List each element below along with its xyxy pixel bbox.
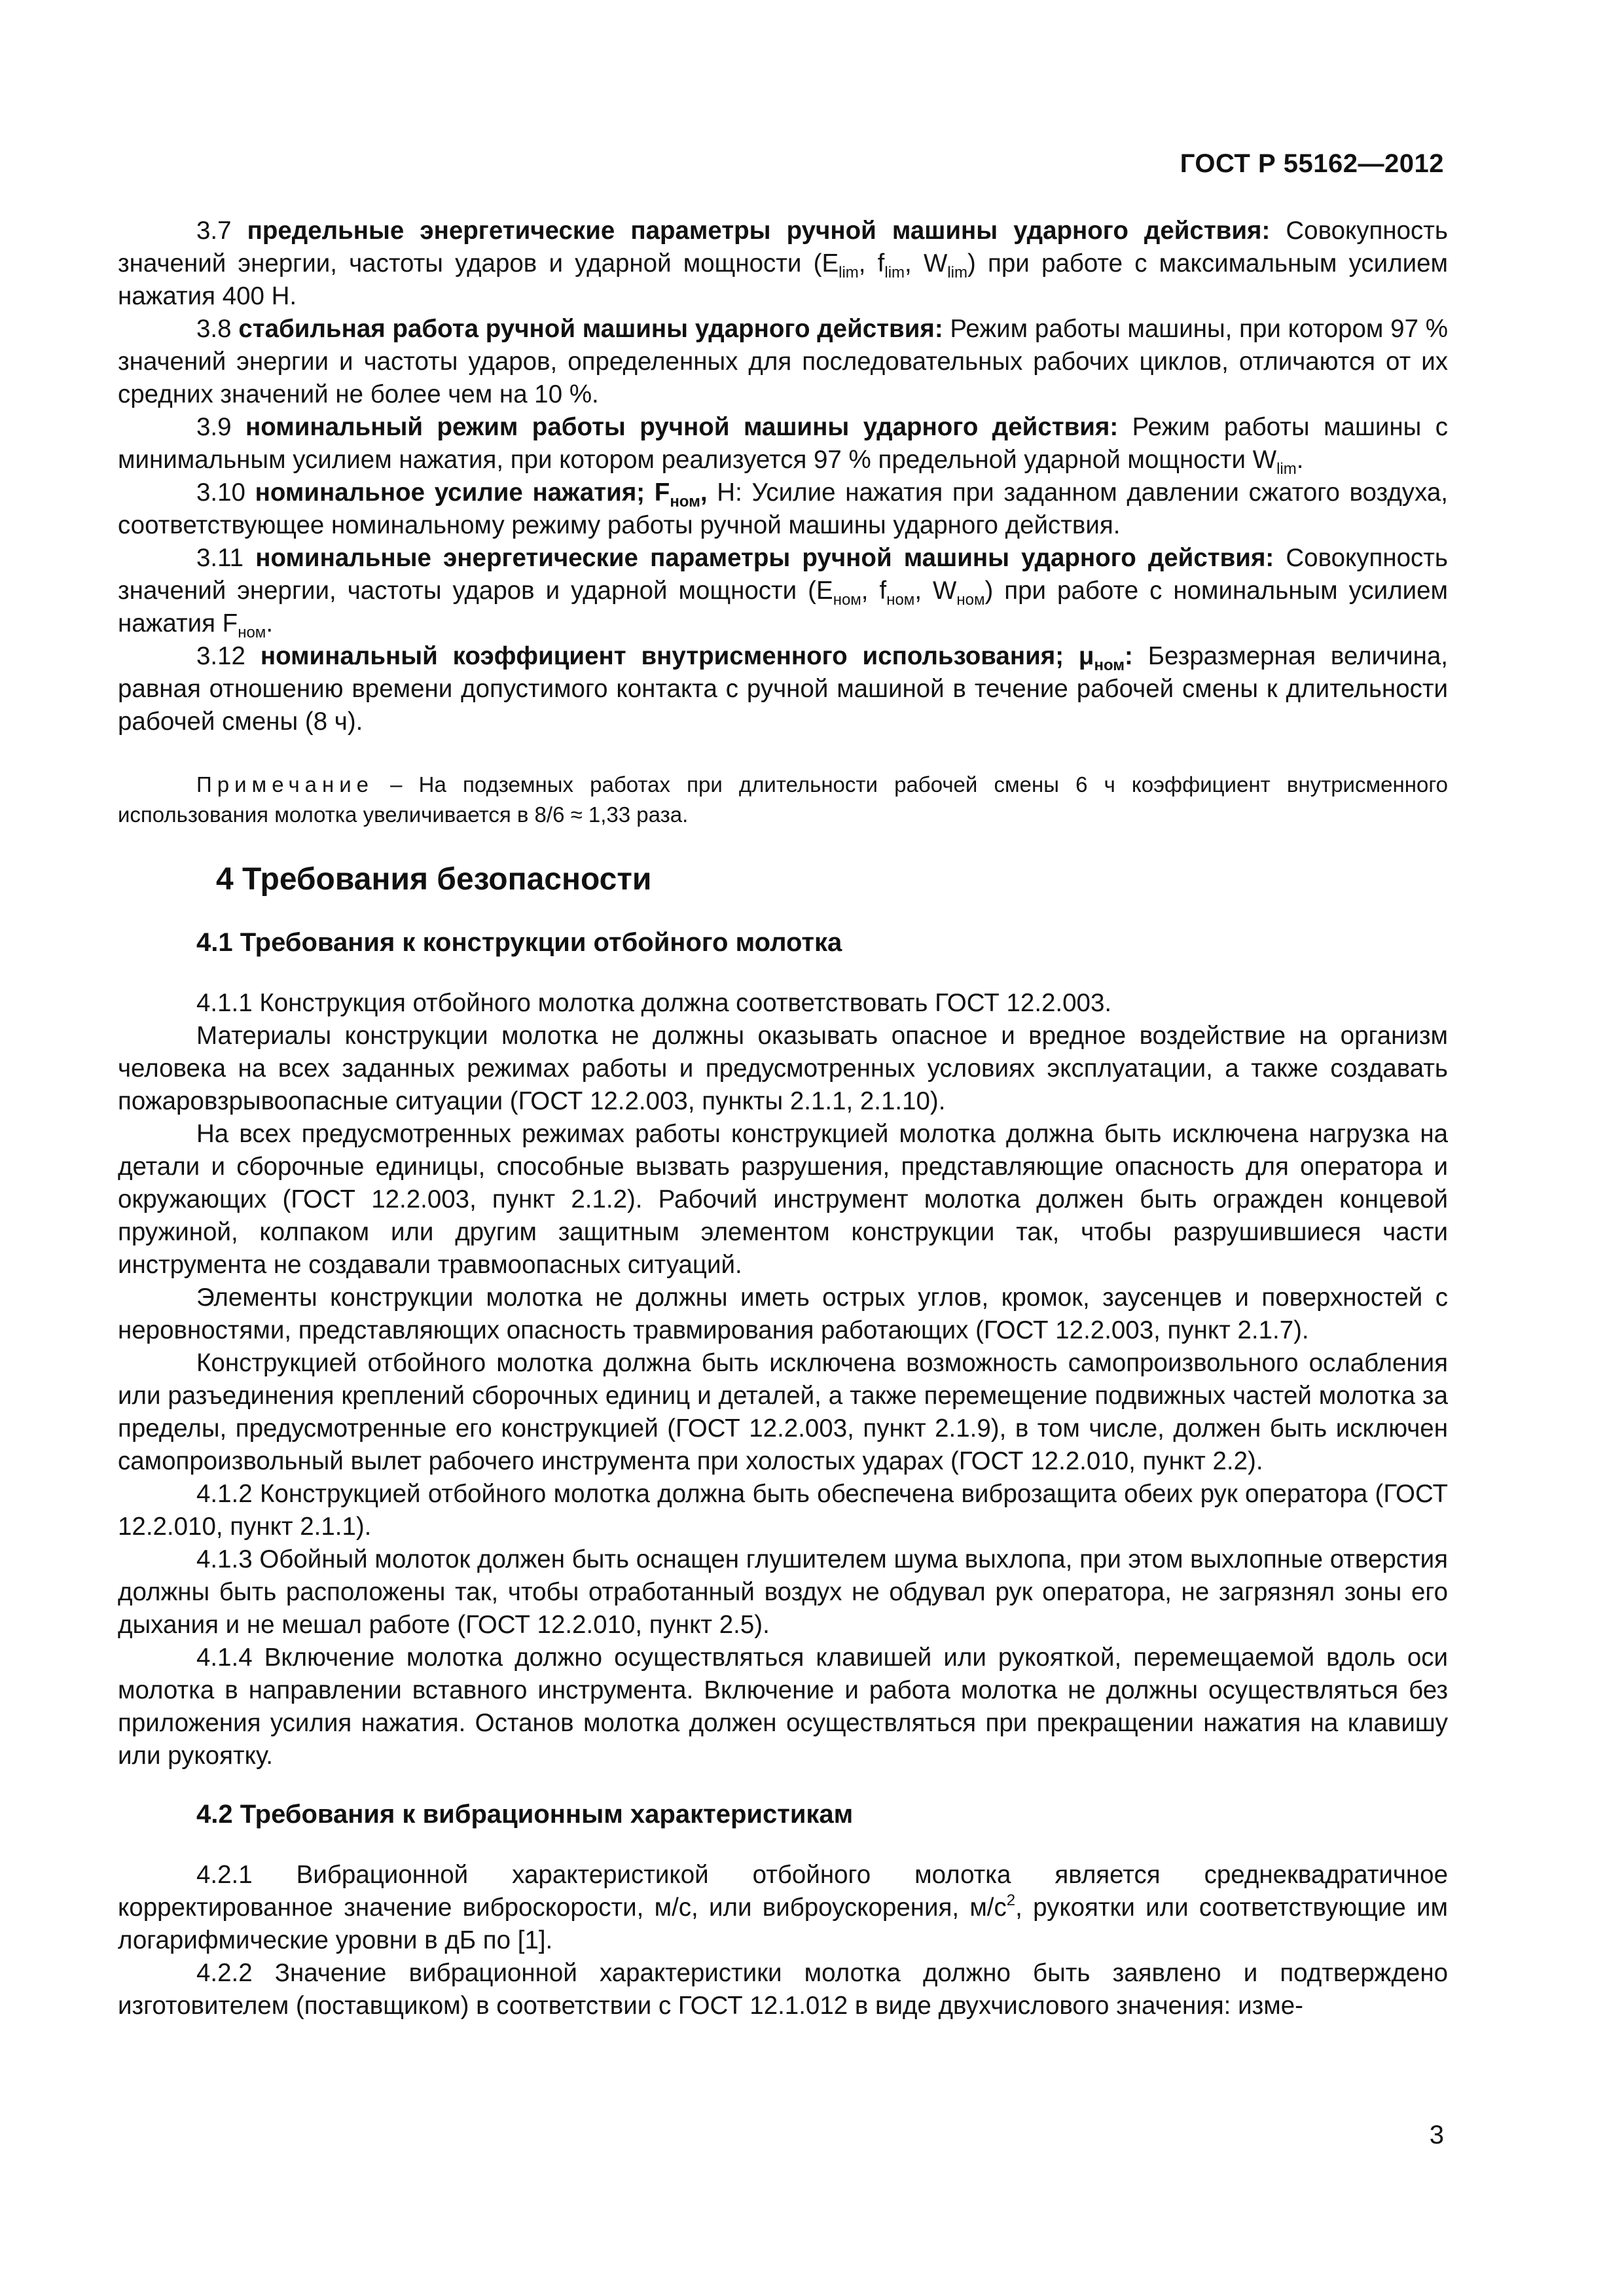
- definition-3-8: 3.8 стабильная работа ручной машины ударного действия: Режим работы машины, при котором 97 % значений энергии и частоты ударов, определенных для последовательных рабочих циклов, отличаются от их средних значений не более чем на 10 %.: [118, 315, 1449, 408]
- definition-3-7: 3.7 предельные энергетические параметры ручной машины ударного действия: Совокупность значений энергии, частоты ударов и ударной мощности ($E_{lim}$, $f_{lim}$, $W_{lim}$) при работе с максимальным усилием нажатия 400 Н.: [118, 217, 1449, 310]
- paragraph: 4.2.1 Вибрационной характеристикой отбойного молотка является среднеквадратичное корректированное значение виброскорости, м/с, или виброускорения, $м/с^2$, рукоятки или соответствующие им логарифмические уровни в дБ по [1].: [118, 1861, 1448, 1954]
- definition-term: стабильная работа ручной машины ударного действия:: [238, 315, 943, 343]
- paragraph: 4.2.2 Значение вибрационной характеристики молотка должно быть заявлено и подтверждено изготовителем (поставщиком) в соответствии с ГОСТ 12.1.012 в виде двухчислового значения: изме-: [118, 1959, 1448, 2020]
- document-header-id: ГОСТ Р 55162—2012: [1180, 149, 1444, 178]
- definition-term: предельные энергетические параметры ручной машины ударного действия:: [247, 217, 1271, 245]
- subsection-4-2-title: 4.2 Требования к вибрационным характеристикам: [196, 1800, 854, 1829]
- definition-3-10: 3.10 номинальное усилие нажатия; $F_{ном}$, Н: Усилие нажатия при заданном давлении сжатого воздуха, соответствующее номинальному режиму работы ручной машины ударного действия.: [118, 478, 1448, 539]
- note-text: – На подземных работах при длительности рабочей смены 6 ч коэффициент внутрисменного использования молотка увеличивается в 8/6 ≈ 1,33 раза.: [118, 772, 1448, 827]
- paragraph: На всех предусмотренных режимах работы конструкцией молотка должна быть исключена нагрузка на детали и сборочные единицы, способные вызвать разрушения, представляющие опасность для оператора и окружающих (ГОСТ 12.2.003, пункт 2.1.2). Рабочий инструмент молотка должен быть огражден концевой пружиной, колпаком или другим защитным элементом конструкции так, чтобы разрушившиеся части инструмента не создавали травмоопасных ситуаций.: [118, 1120, 1448, 1279]
- paragraph: Элементы конструкции молотка не должны иметь острых углов, кромок, заусенцев и поверхностей с неровностями, представляющих опасность травмирования работающих (ГОСТ 12.2.003, пункт 2.1.7).: [118, 1283, 1448, 1344]
- document-body: [118, 215, 1448, 2022]
- definition-3-12: 3.12 номинальный коэффициент внутрисменного использования; $\mu_{ном}$: Безразмерная величина, равная отношению времени допустимого контакта с ручной машиной в течение рабочей смены к длительности рабочей смены (8 ч).: [118, 642, 1448, 736]
- definition-term: номинальное усилие нажатия; $F_{ном}$,: [255, 478, 708, 511]
- paragraph: 4.1.2 Конструкцией отбойного молотка должна быть обеспечена виброзащита обеих рук оператора (ГОСТ 12.2.010, пункт 2.1.1).: [118, 1480, 1448, 1541]
- paragraph: 4.1.1 Конструкция отбойного молотка должна соответствовать ГОСТ 12.2.003.: [196, 989, 1112, 1017]
- paragraph: 4.1.4 Включение молотка должно осуществляться клавишей или рукояткой, перемещаемой вдоль оси молотка в направлении вставного инструмента. Включение и работа молотка не должны осуществляться без приложения усилия нажатия. Останов молотка должен осуществляться при прекращении нажатия на клавишу или рукоятку.: [118, 1643, 1448, 1770]
- note-label: Примечание: [196, 772, 374, 797]
- subsection-4-1-title: 4.1 Требования к конструкции отбойного молотка: [196, 928, 842, 957]
- note: [118, 770, 1448, 830]
- paragraph: Материалы конструкции молотка не должны оказывать опасное и вредное воздействие на организм человека на всех заданных режимах работы и предусмотренных условиях эксплуатации, а также создавать пожаровзрывоопасные ситуации (ГОСТ 12.2.003, пункты 2.1.1, 2.1.10).: [118, 1022, 1448, 1115]
- definition-3-11: 3.11 номинальные энергетические параметры ручной машины ударного действия: Совокупность значений энергии, частоты ударов и ударной мощности ($E_{ном}$, $f_{ном}$, $W_{ном}$) при работе с номинальным усилием нажатия $F_{ном}$.: [118, 544, 1449, 641]
- section-4-title: 4 Требования безопасности: [216, 862, 652, 897]
- definition-term: номинальный режим работы ручной машины ударного действия:: [245, 413, 1119, 441]
- definition-3-9: 3.9 номинальный режим работы ручной машины ударного действия: Режим работы машины с минимальным усилием нажатия, при котором реализуется 97 % предельной ударной мощности $W_{lim}$.: [118, 413, 1448, 478]
- paragraph: 4.1.3 Обойный молоток должен быть оснащен глушителем шума выхлопа, при этом выхлопные отверстия должны быть расположены так, чтобы отработанный воздух не обдувал рук оператора, не загрязнял зоны его дыхания и не мешал работе (ГОСТ 12.2.010, пункт 2.5).: [118, 1545, 1448, 1639]
- paragraph: Конструкцией отбойного молотка должна быть исключена возможность самопроизвольного ослабления или разъединения креплений сборочных единиц и деталей, а также перемещение подвижных частей молотка за пределы, предусмотренные его конструкцией (ГОСТ 12.2.003, пункт 2.1.9), в том числе, должен быть исключен самопроизвольный вылет рабочего инструмента при холостых ударах (ГОСТ 12.2.010, пункт 2.2).: [118, 1349, 1448, 1475]
- definition-term: номинальный коэффициент внутрисменного использования; $\mu_{ном}$:: [260, 642, 1133, 674]
- page-number: 3: [1429, 2121, 1444, 2149]
- definition-term: номинальные энергетические параметры ручной машины ударного действия:: [255, 544, 1274, 572]
